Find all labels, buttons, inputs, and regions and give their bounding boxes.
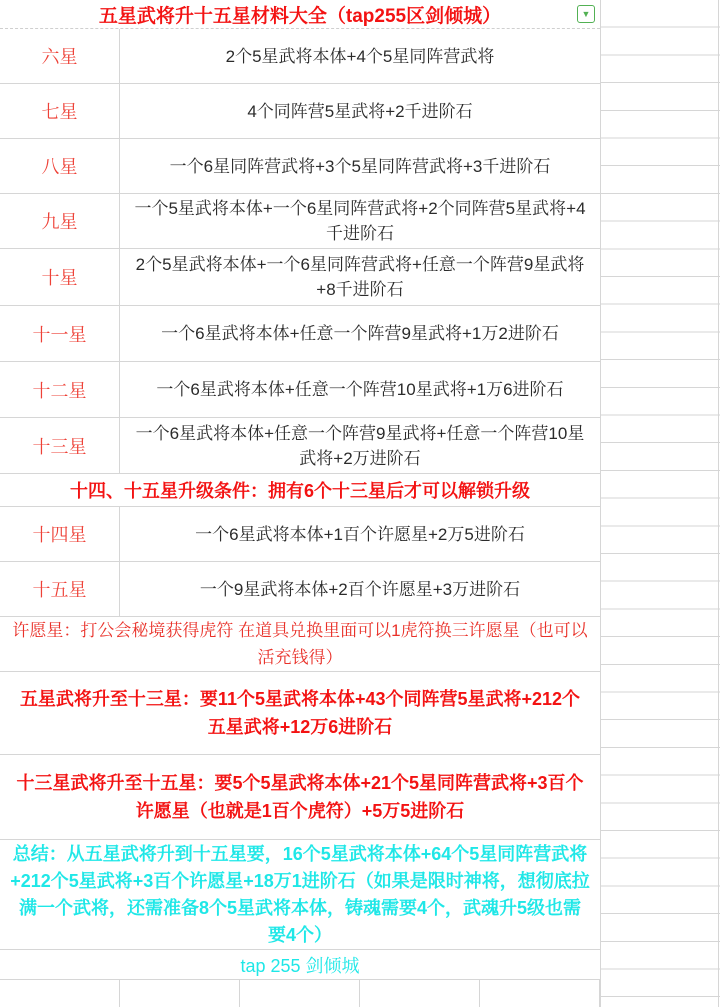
star-level-cell[interactable]: 十四星 bbox=[0, 507, 120, 561]
star-level-cell[interactable]: 十五星 bbox=[0, 562, 120, 616]
table-row bbox=[0, 194, 600, 249]
materials-cell[interactable]: 一个6星武将本体+1百个许愿星+2万5进阶石 bbox=[195, 524, 525, 544]
filter-dropdown-icon[interactable] bbox=[577, 5, 595, 23]
materials-cell[interactable]: 一个5星武将本体+一个6星同阵营武将+2个同阵营5星武将+4千进阶石 bbox=[134, 199, 586, 243]
table-row bbox=[0, 562, 600, 617]
table-row bbox=[0, 29, 600, 84]
star-level-cell[interactable]: 八星 bbox=[0, 139, 120, 193]
materials-cell[interactable]: 一个6星武将本体+任意一个阵营10星武将+1万6进阶石 bbox=[156, 380, 564, 399]
column-divider bbox=[718, 0, 719, 1007]
server-footer-row[interactable]: tap 255 剑倾城 bbox=[0, 950, 600, 980]
grand-total-row[interactable]: 总结：从五星武将升到十五星要，16个5星武将本体+64个5星同阵营武将+212个5星武将+3百个许愿星+18万1进阶石（如果是限时神将，想彻底拉满一个武将，还需准备8个5星武将本体，铸魂需要4个，武魂升5级也需要4个） bbox=[0, 840, 600, 950]
materials-cell[interactable]: 2个5星武将本体+一个6星同阵营武将+任意一个阵营9星武将+8千进阶石 bbox=[135, 255, 585, 299]
empty-cells-column[interactable] bbox=[600, 0, 720, 1007]
star-level-cell[interactable]: 十一星 bbox=[0, 306, 120, 361]
summary-to-13-row[interactable]: 五星武将升至十三星：要11个5星武将本体+43个同阵营5星武将+212个五星武将+12万6进阶石 bbox=[0, 672, 600, 755]
star-level-cell[interactable]: 十星 bbox=[0, 249, 120, 305]
page-title: 五星武将升十五星材料大全（tap255区剑倾城） bbox=[98, 5, 502, 27]
table-row bbox=[0, 507, 600, 562]
wish-star-note[interactable]: 许愿星：打公会秘境获得虎符 在道具兑换里面可以1虎符换三许愿星（也可以活充钱得） bbox=[0, 617, 600, 672]
table-row bbox=[0, 362, 600, 418]
table-row bbox=[0, 139, 600, 194]
star-level-cell[interactable]: 六星 bbox=[0, 29, 120, 83]
summary-to-15-row[interactable]: 十三星武将升至十五星：要5个5星武将本体+21个5星同阵营武将+3百个许愿星（也就是1百个虎符）+5万5进阶石 bbox=[0, 755, 600, 840]
star-level-cell[interactable]: 七星 bbox=[0, 84, 120, 138]
title-row[interactable] bbox=[0, 0, 600, 29]
star-level-cell[interactable]: 十三星 bbox=[0, 418, 120, 473]
materials-cell[interactable]: 2个5星武将本体+4个5星同阵营武将 bbox=[225, 46, 495, 66]
table-row bbox=[0, 306, 600, 362]
materials-cell[interactable]: 一个9星武将本体+2百个许愿星+3万进阶石 bbox=[199, 579, 521, 599]
unlock-condition-header[interactable]: 十四、十五星升级条件：拥有6个十三星后才可以解锁升级 bbox=[0, 474, 600, 507]
materials-cell[interactable]: 一个6星同阵营武将+3个5星同阵营武将+3千进阶石 bbox=[169, 156, 551, 176]
materials-cell[interactable]: 一个6星武将本体+任意一个阵营9星武将+1万2进阶石 bbox=[161, 324, 559, 343]
chevron-down-icon: ▼ bbox=[581, 8, 591, 19]
table-row bbox=[0, 418, 600, 474]
materials-cell[interactable]: 4个同阵营5星武将+2千进阶石 bbox=[247, 101, 473, 121]
star-level-cell[interactable]: 十二星 bbox=[0, 362, 120, 417]
materials-cell[interactable]: 一个6星武将本体+任意一个阵营9星武将+任意一个阵营10星武将+2万进阶石 bbox=[135, 423, 585, 468]
table-row bbox=[0, 84, 600, 139]
star-level-cell[interactable]: 九星 bbox=[0, 194, 120, 248]
table-row bbox=[0, 249, 600, 306]
empty-cells-row[interactable] bbox=[0, 980, 600, 1007]
